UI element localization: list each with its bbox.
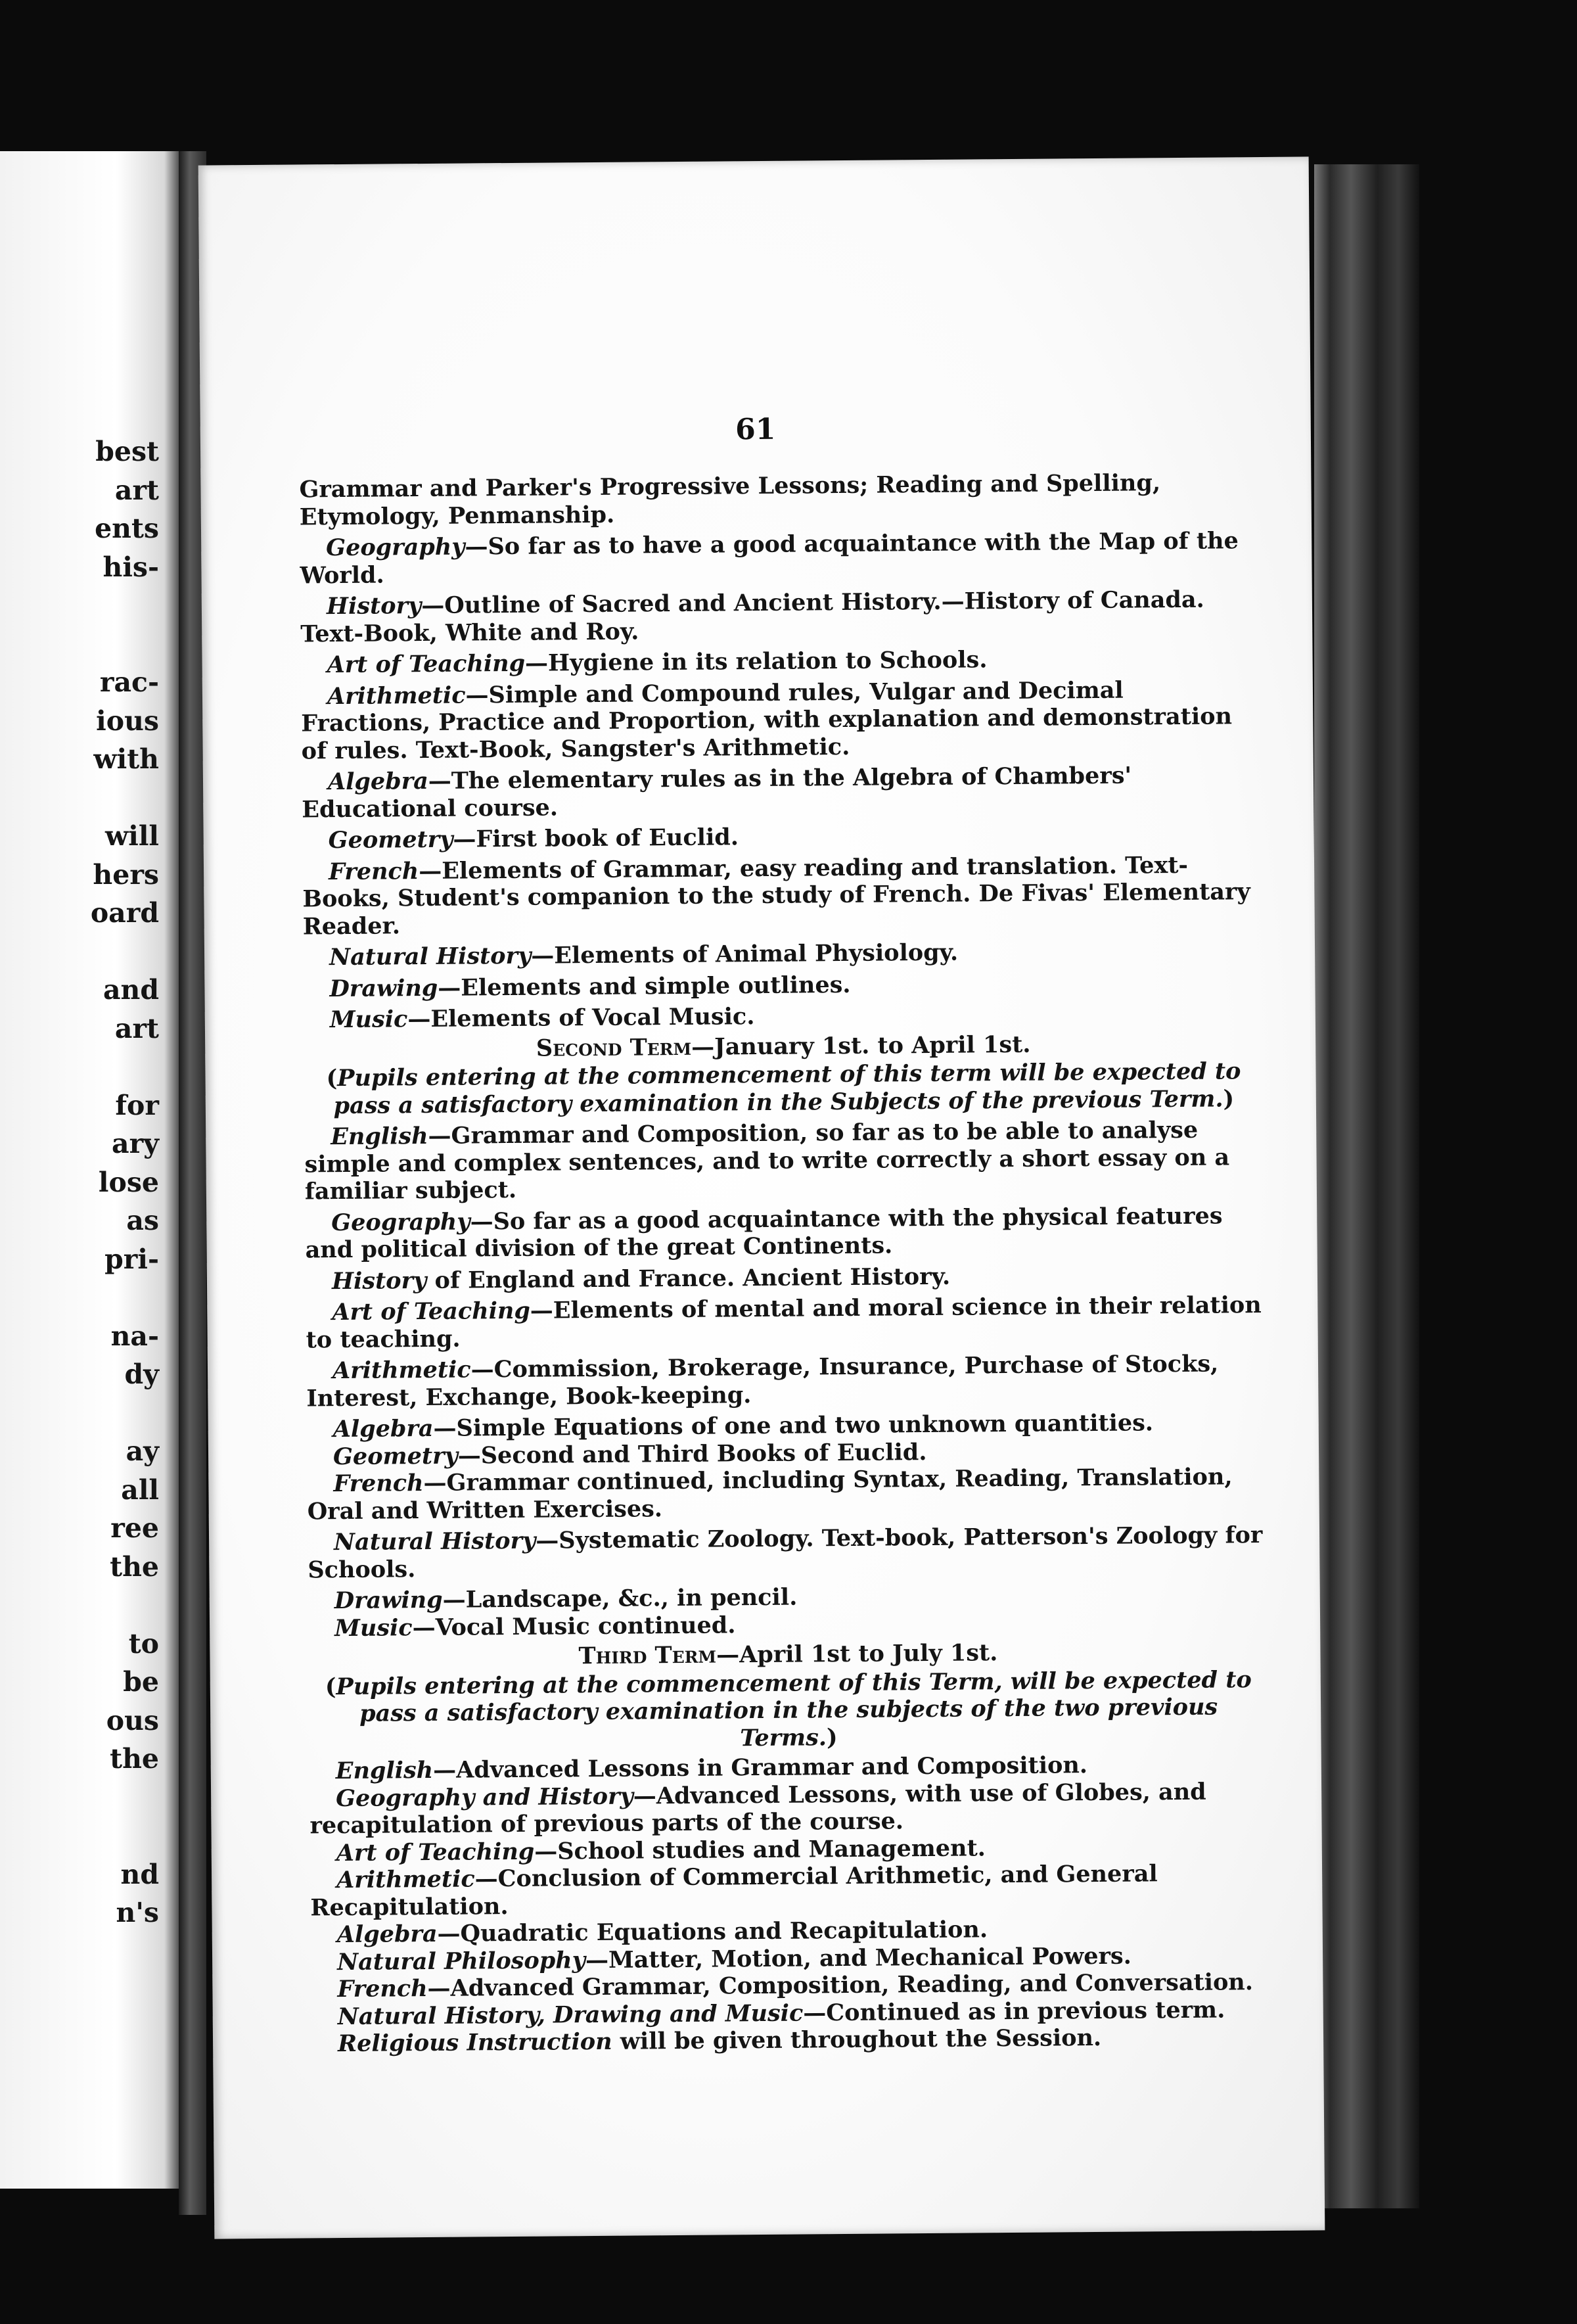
term-label: Third Term — [578, 1641, 717, 1670]
left-line — [91, 779, 159, 818]
left-line: lose — [98, 1166, 159, 1198]
left-line: be — [123, 1666, 159, 1698]
paren: ( — [325, 1673, 336, 1700]
item-text: Conclusion of Commercial Arithmetic, and General Recapitulation. — [310, 1860, 1158, 1921]
left-line — [91, 586, 159, 625]
left-line — [91, 1278, 159, 1317]
subject-name: Geography — [331, 1207, 470, 1236]
left-line: art — [114, 474, 159, 506]
left-line: art — [114, 1012, 159, 1044]
dash: — — [407, 1005, 431, 1033]
opening-paragraph: Grammar and Parker's Progressive Lessons; Reading and Spelling, Etymology, Penmanship. — [299, 469, 1161, 530]
left-line: pri- — [104, 1243, 159, 1275]
item-text: Commission, Brokerage, Insurance, Purchase of Stocks, Interest, Exchange, Book-keeping. — [306, 1350, 1219, 1412]
subject-name: Arithmetic — [332, 1356, 471, 1385]
first-term-item — [302, 820, 1262, 854]
left-line — [91, 1048, 159, 1086]
first-term-item — [303, 968, 1262, 1003]
dash: — — [524, 649, 549, 677]
subject-name: Religious Instruction — [337, 2028, 612, 2058]
left-line: the — [110, 1550, 159, 1583]
paren: ) — [826, 1723, 838, 1751]
left-line: nd — [120, 1858, 159, 1890]
item-text: Simple and Compound rules, Vulgar and Decimal Fractions, Practice and Proportion, with explanation and demonstration of rules. Text-Book, Sangster's Arithmetic. — [301, 676, 1233, 764]
second-term-list — [304, 1116, 1268, 1642]
third-term-item — [309, 1777, 1269, 1839]
subject-name: Arithmetic — [336, 1865, 475, 1894]
note-text: Pupils entering at the commencement of this Term, will be expected to pass a satisfactory examination in the subjects of the two previous Terms. — [336, 1665, 1252, 1752]
subject-name: French — [337, 1975, 428, 2003]
item-text: Advanced Lessons, with use of Globes, and recapitulation of previous parts of the course. — [309, 1778, 1206, 1840]
subject-name: Drawing — [334, 1586, 443, 1615]
dash: — — [412, 1614, 436, 1641]
first-term-item — [300, 644, 1260, 679]
left-line: dy — [124, 1359, 159, 1390]
subject-name: English — [335, 1756, 434, 1785]
left-line: ree — [110, 1512, 159, 1544]
subject-name: Natural History — [333, 1527, 536, 1556]
left-line: ay — [126, 1435, 159, 1467]
dash: — — [427, 1974, 451, 2003]
subject-name: Arithmetic — [327, 682, 466, 710]
term-dates: —January 1st. to April 1st. — [691, 1031, 1031, 1061]
dash: — — [530, 1297, 553, 1324]
dash: — — [585, 1946, 609, 1974]
dash: — — [428, 1122, 451, 1150]
left-line — [91, 625, 159, 664]
left-line: his- — [103, 551, 159, 583]
item-text: Advanced Lessons in Grammar and Composition. — [456, 1752, 1088, 1784]
subject-name: Drawing — [329, 974, 438, 1002]
dash: — — [453, 825, 476, 853]
item-text: Vocal Music continued. — [435, 1611, 736, 1641]
item-text: First book of Euclid. — [476, 824, 739, 853]
third-term-note — [309, 1665, 1269, 1755]
subject-name: Natural History, Drawing and Music — [337, 1999, 804, 2030]
item-text: Quadratic Equations and Recapitulation. — [460, 1916, 988, 1947]
subject-name: Geometry — [328, 825, 453, 854]
left-line: rac- — [99, 666, 159, 698]
dash: — — [433, 1756, 457, 1784]
term-dates: —April 1st to July 1st. — [716, 1639, 998, 1669]
subject-name: Geography — [326, 533, 465, 562]
first-term-item — [304, 999, 1263, 1034]
left-line: to — [128, 1627, 159, 1660]
second-term-item — [305, 1201, 1265, 1263]
item-text: Elements of Grammar, easy reading and translation. Text-Books, Student's companion to the study of French. De Fivas' Elementary Reader. — [302, 851, 1250, 940]
item-text: Systematic Zoology. Text-book, Patterson's Zoology for Schools. — [308, 1522, 1263, 1583]
item-text: Landscape, &c., in pencil. — [465, 1583, 798, 1614]
right-page — [198, 156, 1325, 2239]
item-text: Matter, Motion, and Mechanical Powers. — [608, 1942, 1132, 1974]
dash: — — [470, 1207, 493, 1235]
dash: — — [442, 1586, 466, 1614]
first-term-item — [300, 586, 1260, 647]
second-term-note — [304, 1057, 1264, 1119]
third-term-item — [310, 1859, 1270, 1921]
left-line: best — [95, 436, 159, 467]
left-line — [91, 1586, 159, 1625]
subject-name: French — [328, 857, 419, 885]
dash: — — [419, 857, 442, 885]
left-line: will — [104, 820, 159, 852]
left-line: ious — [96, 705, 159, 737]
item-text: Simple Equations of one and two unknown quantities. — [456, 1409, 1154, 1442]
left-line: the — [110, 1743, 159, 1775]
note-text: Pupils entering at the commencement of this term will be expected to pass a satisfactory examination in the Subjects of the previous Term. — [333, 1057, 1241, 1119]
left-line — [91, 933, 159, 971]
second-term-item — [306, 1260, 1265, 1295]
dash: — — [438, 974, 461, 1002]
subject-name: Algebra — [332, 1414, 434, 1443]
dash: — — [470, 1356, 494, 1383]
subject-name: Geography and History — [335, 1782, 633, 1812]
left-line — [91, 1394, 159, 1433]
subject-name: English — [331, 1122, 428, 1151]
dash: — — [534, 1837, 558, 1865]
page-number: 61 — [735, 412, 776, 447]
left-line: na- — [110, 1320, 159, 1352]
left-line — [91, 1817, 159, 1855]
item-text: of England and France. Ancient History. — [426, 1263, 951, 1294]
dash: — — [474, 1865, 498, 1893]
dash: — — [633, 1782, 656, 1810]
second-term-item — [308, 1522, 1268, 1583]
first-term-item — [302, 851, 1262, 941]
subject-name: Music — [334, 1614, 413, 1642]
subject-name: Algebra — [327, 767, 428, 796]
second-term-item — [307, 1463, 1267, 1525]
left-line: hers — [93, 858, 159, 891]
subject-name: Geometry — [332, 1442, 458, 1470]
term-label: Second Term — [536, 1033, 692, 1062]
dash: — — [803, 1999, 827, 2027]
subject-name: Music — [329, 1006, 408, 1034]
dash: — — [465, 533, 488, 561]
subject-name: Art of Teaching — [336, 1838, 535, 1867]
left-line: with — [93, 743, 159, 775]
dash: — — [465, 681, 489, 709]
left-line: ents — [95, 513, 159, 544]
subject-name: History — [326, 592, 422, 620]
dash: — — [428, 767, 451, 795]
left-line: all — [121, 1474, 159, 1506]
second-term-item — [306, 1291, 1266, 1353]
dash: — — [536, 1527, 559, 1554]
item-text: Elements of Animal Physiology. — [554, 939, 959, 969]
left-line: and — [103, 974, 159, 1006]
dash: — — [457, 1441, 481, 1470]
item-text: Second and Third Books of Euclid. — [480, 1438, 927, 1469]
item-text: School studies and Management. — [557, 1834, 986, 1865]
item-text: Elements of mental and moral science in their relation to teaching. — [306, 1291, 1262, 1353]
paren: ( — [326, 1065, 338, 1092]
item-text: Hygiene in its relation to Schools. — [547, 646, 988, 677]
page-body — [299, 469, 1271, 2058]
left-line: ous — [106, 1704, 159, 1736]
subject-name: Algebra — [336, 1920, 438, 1949]
dash: — — [423, 1469, 447, 1497]
second-term-item — [306, 1350, 1266, 1412]
item-text: Elements of Vocal Music. — [430, 1003, 755, 1033]
subject-name: Art of Teaching — [332, 1297, 530, 1326]
second-term-item — [304, 1116, 1264, 1205]
page-edges — [1314, 164, 1419, 2208]
item-text: The elementary rules as in the Algebra of Chambers' Educational course. — [302, 762, 1132, 823]
subject-name: Natural History — [329, 942, 532, 971]
subject-name: French — [333, 1470, 424, 1498]
first-term-item — [301, 676, 1261, 765]
item-text: So far as to have a good acquaintance with the Map of the World. — [300, 527, 1239, 589]
left-line: n's — [116, 1897, 159, 1928]
item-text: Grammar and Composition, so far as to be able to analyse simple and complex sentences, and to write correctly a short essay on a familiar subject. — [304, 1116, 1230, 1205]
left-line: for — [115, 1089, 159, 1121]
first-term-item — [300, 527, 1260, 589]
first-term-item — [302, 761, 1262, 823]
paren: ) — [1223, 1084, 1235, 1112]
item-text: will be given throughout the Session. — [612, 2024, 1102, 2055]
dash: — — [433, 1414, 457, 1442]
first-term-list — [300, 527, 1263, 1034]
dash: — — [531, 942, 555, 969]
subject-name: Natural Philosophy — [336, 1946, 586, 1976]
subject-name: History — [331, 1267, 427, 1295]
item-text: Continued as in previous term. — [826, 1995, 1225, 2026]
item-text: Elements and simple outlines. — [461, 971, 851, 1002]
item-text: Advanced Grammar, Composition, Reading, and Conversation. — [450, 1968, 1254, 2002]
left-line: ary — [112, 1128, 159, 1159]
first-term-item — [303, 937, 1262, 971]
dash: — — [437, 1920, 461, 1947]
left-line: as — [126, 1205, 159, 1236]
left-page-text — [91, 432, 159, 1932]
left-page — [0, 151, 179, 2189]
subject-name: Art of Teaching — [327, 649, 526, 679]
item-text: Outline of Sacred and Ancient History.—History of Canada. Text-Book, White and Roy. — [300, 586, 1204, 647]
third-term-list — [309, 1750, 1271, 2058]
left-line — [91, 1778, 159, 1817]
dash: — — [421, 592, 445, 620]
item-text: Grammar continued, including Syntax, Reading, Translation, Oral and Written Exercises. — [307, 1463, 1233, 1525]
item-text: So far as a good acquaintance with the physical features and political division of the great Continents. — [305, 1201, 1223, 1264]
left-line: oard — [90, 897, 159, 929]
